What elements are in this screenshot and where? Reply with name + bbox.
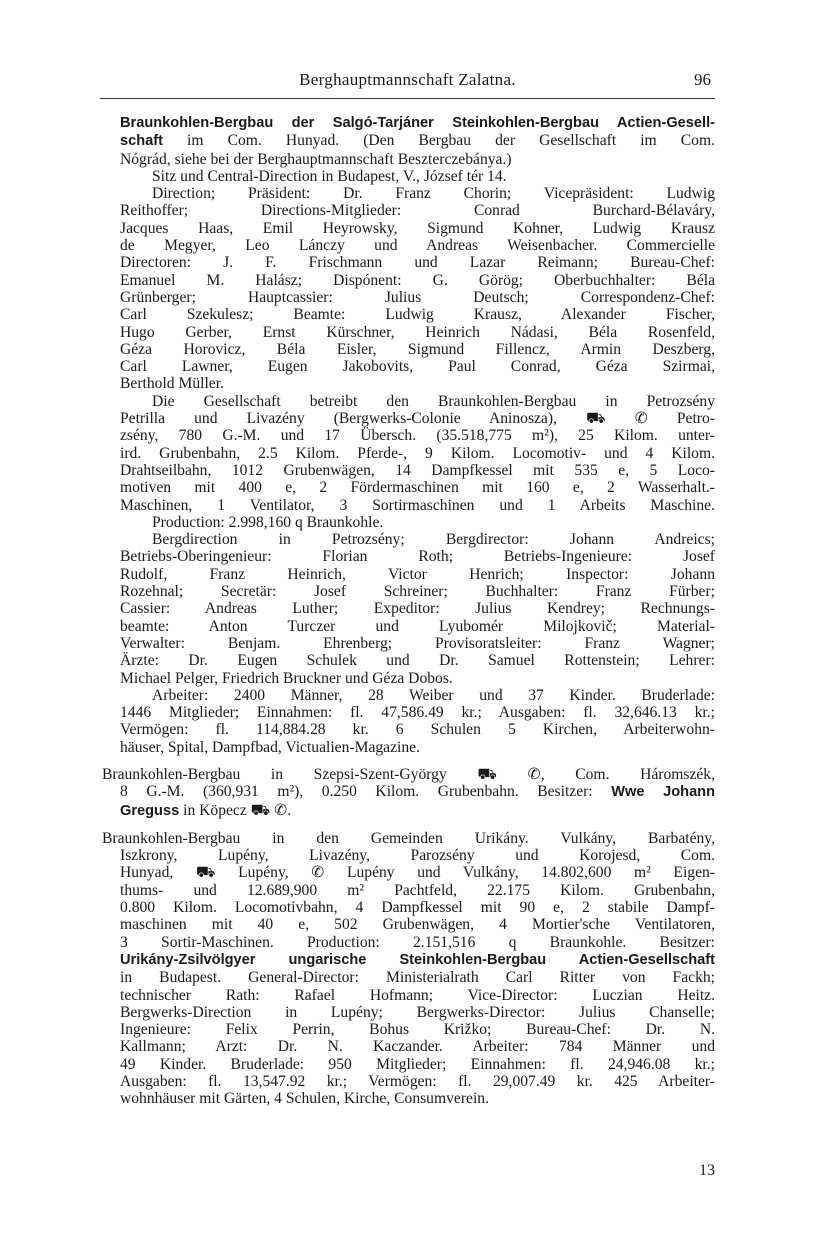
entry xyxy=(102,829,715,1108)
text-run: Braunkohlen-Bergbau in Szepsi-Szent-György ⛟ ✆, Com. Háromszék, xyxy=(102,765,715,783)
text-line xyxy=(120,375,715,392)
text-line xyxy=(120,635,715,652)
text-line xyxy=(120,220,715,237)
text-line xyxy=(120,882,715,899)
text-line xyxy=(120,969,715,986)
text-line xyxy=(120,514,715,531)
text-run: Emanuel M. Halász; Dispónent: G. Görög; Oberbuchhalter: Béla xyxy=(120,271,715,289)
bold-run: Urikány-Zsilvölgyer ungarische Steinkohlen-Bergbau Actien-Gesellschaft xyxy=(120,951,715,968)
text-line xyxy=(120,393,715,410)
text-run: Direction; Präsident: Dr. Franz Chorin; Vicepräsident: Ludwig xyxy=(152,185,715,203)
bold-run: Wwe Johann xyxy=(611,784,715,801)
text-line xyxy=(120,687,715,704)
text-run: Arbeiter: 2400 Männer, 28 Weiber und 37 Kinder. Bruderlade: xyxy=(152,686,715,704)
text-line xyxy=(120,899,715,916)
text-run: Cassier: Andreas Luther; Expeditor: Julius Kendrey; Rechnungs- xyxy=(120,600,715,618)
text-run: Vermögen: fl. 114,884.28 kr. 6 Schulen 5 Kirchen, Arbeiterwohn- xyxy=(120,721,715,739)
text-line xyxy=(120,704,715,721)
header-rule xyxy=(100,98,715,99)
text-run: Verwalter: Benjam. Ehrenberg; Provisoratsleiter: Franz Wagner; xyxy=(120,634,715,652)
text-line xyxy=(102,830,715,847)
text-run: Jacques Haas, Emil Heyrowsky, Sigmund Kohner, Ludwig Krausz xyxy=(120,219,715,237)
text-line xyxy=(120,237,715,254)
text-line xyxy=(120,185,715,202)
text-line xyxy=(120,566,715,583)
text-line xyxy=(120,951,715,969)
text-line xyxy=(120,114,715,132)
text-line xyxy=(120,847,715,864)
text-run: de Megyer, Leo Lánczy und Andreas Weisenbacher. Commercielle xyxy=(120,237,715,255)
text-run: Braunkohlen-Bergbau in den Gemeinden Urikány. Vulkány, Barbatény, xyxy=(102,829,715,847)
text-line xyxy=(120,1038,715,1055)
page-number: 96 xyxy=(694,70,711,89)
text-run: Sitz und Central-Direction in Budapest, V., József tér 14. xyxy=(152,167,507,185)
text-run: Hunyad, ⛟ Lupény, ✆ Lupény und Vulkány, 14.802,600 m² Eigen- xyxy=(120,864,715,882)
text-line xyxy=(120,1004,715,1021)
text-run: 49 Kinder. Bruderlade: 950 Mitglieder; Einnahmen: fl. 24,946.08 kr.; xyxy=(120,1055,715,1073)
text-line xyxy=(120,445,715,462)
text-run: Michael Pelger, Friedrich Bruckner und Géza Dobos. xyxy=(120,669,453,687)
text-run: technischer Rath: Rafael Hofmann; Vice-Director: Luczian Heitz. xyxy=(120,986,715,1004)
text-line xyxy=(120,1073,715,1090)
text-line xyxy=(120,783,715,801)
text-line xyxy=(120,497,715,514)
text-line xyxy=(120,670,715,687)
text-run: Kallmann; Arzt: Dr. N. Kaczander. Arbeiter: 784 Männer und xyxy=(120,1038,715,1056)
text-run: Ingenieure: Felix Perrin, Bohus Križko; Bureau-Chef: Dr. N. xyxy=(120,1021,715,1039)
signature-mark: 13 xyxy=(699,1162,715,1179)
text-run: motiven mit 400 e, 2 Fördermaschinen mit 160 e, 2 Wasserhalt.- xyxy=(120,479,715,497)
header-title: Berghauptmannschaft Zalatna. xyxy=(299,70,516,89)
text-line xyxy=(120,1021,715,1038)
text-run: Directoren: J. F. Frischmann und Lazar Reimann; Bureau-Chef: xyxy=(120,254,715,272)
text-line xyxy=(120,916,715,933)
text-line xyxy=(120,132,715,150)
running-header xyxy=(100,68,715,94)
text-run: 0.800 Kilom. Locomotivbahn, 4 Dampfkessel mit 90 e, 2 stabile Dampf- xyxy=(120,899,715,917)
text-run: Ausgaben: fl. 13,547.92 kr.; Vermögen: fl. 29,007.49 kr. 425 Arbeiter- xyxy=(120,1073,715,1091)
text-line xyxy=(120,427,715,444)
text-line xyxy=(120,934,715,951)
text-line xyxy=(120,324,715,341)
text-line xyxy=(120,1056,715,1073)
text-line xyxy=(120,289,715,306)
document-body xyxy=(102,114,715,1108)
text-run: maschinen mit 40 e, 502 Grubenwägen, 4 Mortier'sche Ventilatoren, xyxy=(120,916,715,934)
text-run: Grünberger; Hauptcassier: Julius Deutsch; Correspondenz-Chef: xyxy=(120,288,715,306)
text-run: Géza Horovicz, Béla Eisler, Sigmund Fillencz, Armin Deszberg, xyxy=(120,340,715,358)
text-run: im Com. Hunyad. (Den Bergbau der Gesellschaft im Com. xyxy=(162,132,715,150)
text-line xyxy=(120,306,715,323)
text-line xyxy=(102,766,715,783)
text-line xyxy=(120,583,715,600)
text-line xyxy=(120,987,715,1004)
text-run: thums- und 12.689,900 m² Pachtfeld, 22.175 Kilom. Grubenbahn, xyxy=(120,881,715,899)
text-line xyxy=(120,531,715,548)
text-line xyxy=(120,479,715,496)
text-line xyxy=(120,272,715,289)
text-run: 3 Sortir-Maschinen. Production: 2.151,516 q Braunkohle. Besitzer: xyxy=(120,933,715,951)
text-line xyxy=(120,358,715,375)
text-line xyxy=(120,168,715,185)
text-line xyxy=(120,254,715,271)
text-line xyxy=(120,341,715,358)
text-line xyxy=(120,548,715,565)
bold-run: Greguss xyxy=(120,802,180,819)
text-run: Betriebs-Oberingenieur: Florian Roth; Betriebs-Ingenieure: Josef xyxy=(120,548,715,566)
text-line xyxy=(120,151,715,168)
text-line xyxy=(120,1090,715,1107)
bold-run: schaft xyxy=(120,133,163,150)
text-run: Rozehnal; Secretär: Josef Schreiner; Buchhalter: Franz Fürber; xyxy=(120,583,715,601)
text-line xyxy=(120,618,715,635)
text-line xyxy=(120,462,715,479)
text-run: Rudolf, Franz Heinrich, Victor Henrich; Inspector: Johann xyxy=(120,565,715,583)
text-run: Die Gesellschaft betreibt den Braunkohlen-Bergbau in Petrozsény xyxy=(152,392,715,410)
text-run: Drahtseilbahn, 1012 Grubenwägen, 14 Dampfkessel mit 535 e, 5 Loco- xyxy=(120,461,715,479)
text-run: in Köpecz ⛟ ✆. xyxy=(179,801,292,819)
text-run: Hugo Gerber, Ernst Kürschner, Heinrich Nádasi, Béla Rosenfeld, xyxy=(120,323,715,341)
text-run: Bergdirection in Petrozsény; Bergdirector: Johann Andreics; xyxy=(152,531,715,549)
text-run: Petrilla und Livazény (Bergwerks-Colonie Aninosza), ⛟ ✆ Petro- xyxy=(120,410,715,428)
text-run: ird. Grubenbahn, 2.5 Kilom. Pferde-, 9 Kilom. Locomotiv- und 4 Kilom. xyxy=(120,444,715,462)
text-run: in Budapest. General-Director: Ministerialrath Carl Ritter von Fackh; xyxy=(120,969,715,987)
text-run: Maschinen, 1 Ventilator, 3 Sortirmaschinen und 1 Arbeits Maschine. xyxy=(120,496,715,514)
text-line xyxy=(120,739,715,756)
entry xyxy=(120,114,715,756)
text-run: wohnhäuser mit Gärten, 4 Schulen, Kirche, Consumverein. xyxy=(120,1090,489,1108)
text-run: Nógrád, siehe bei der Berghauptmannschaft Beszterczebánya.) xyxy=(120,150,512,168)
entry xyxy=(102,765,715,820)
text-line xyxy=(120,600,715,617)
text-run: Carl Szekulesz; Beamte: Ludwig Krausz, Alexander Fischer, xyxy=(120,306,715,324)
text-line xyxy=(120,652,715,669)
text-run: Iszkrony, Lupény, Livazény, Parozsény und Korojesd, Com. xyxy=(120,847,715,865)
text-line xyxy=(120,410,715,427)
text-run: Reithoffer; Directions-Mitglieder: Conrad Burchard-Bélaváry, xyxy=(120,202,715,220)
text-run: Carl Lawner, Eugen Jakobovits, Paul Conrad, Géza Szirmai, xyxy=(120,358,715,376)
text-line xyxy=(120,202,715,219)
text-run: Berthold Müller. xyxy=(120,375,224,393)
text-run: zsény, 780 G.-M. und 17 Übersch. (35.518,775 m²), 25 Kilom. unter- xyxy=(120,427,715,445)
text-run: Bergwerks-Direction in Lupény; Bergwerks-Director: Julius Chanselle; xyxy=(120,1003,715,1021)
text-line xyxy=(120,802,715,820)
text-run: beamte: Anton Turczer und Lyubomér Milojkovič; Material- xyxy=(120,617,715,635)
text-run: häuser, Spital, Dampfbad, Victualien-Magazine. xyxy=(120,738,420,756)
text-run: Production: 2.998,160 q Braunkohle. xyxy=(152,513,384,531)
text-run: 8 G.-M. (360,931 m²), 0.250 Kilom. Grubenbahn. Besitzer: xyxy=(120,783,612,801)
text-run: 1446 Mitglieder; Einnahmen: fl. 47,586.49 kr.; Ausgaben: fl. 32,646.13 kr.; xyxy=(120,704,715,722)
text-line xyxy=(120,721,715,738)
text-line xyxy=(120,864,715,881)
bold-run: Braunkohlen-Bergbau der Salgó-Tarjáner Steinkohlen-Bergbau Actien-Gesell- xyxy=(120,115,715,131)
text-run: Ärzte: Dr. Eugen Schulek und Dr. Samuel Rottenstein; Lehrer: xyxy=(120,652,715,670)
